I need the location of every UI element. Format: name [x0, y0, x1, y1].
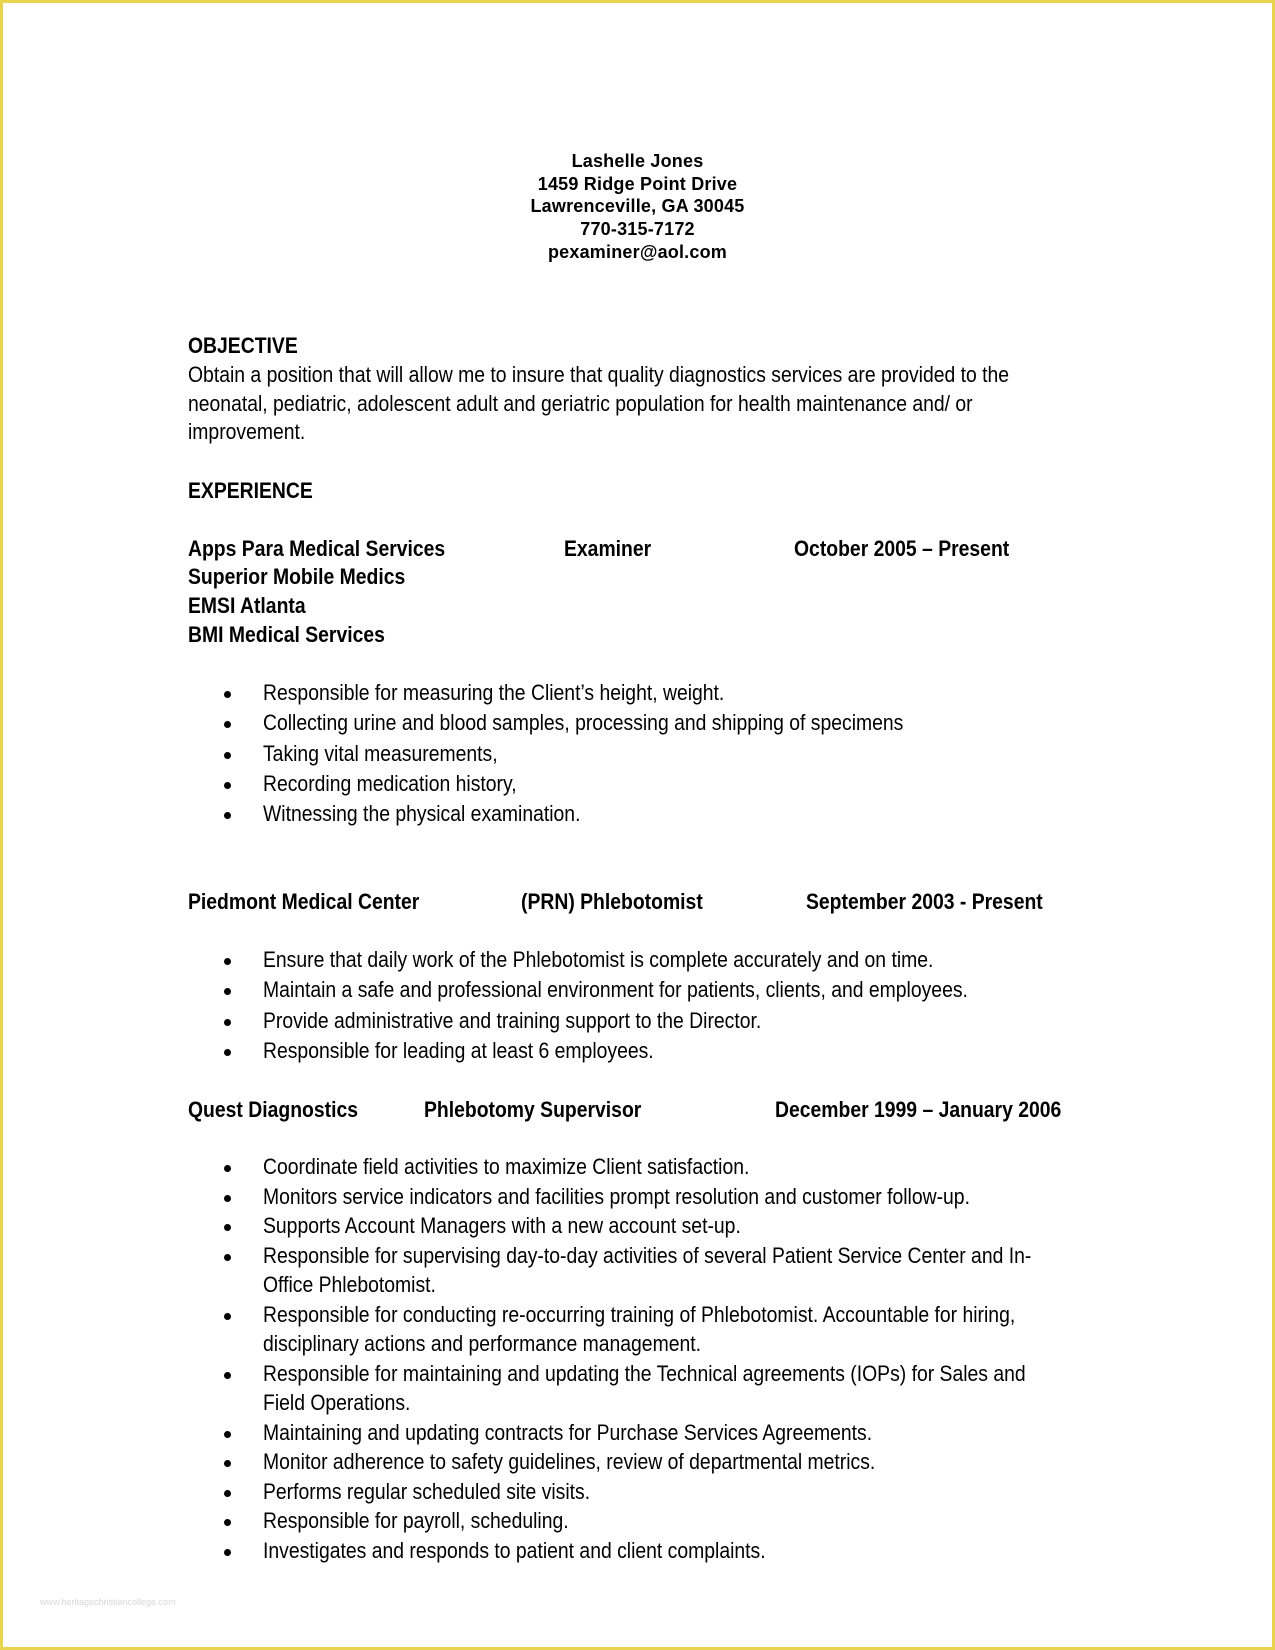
bullet-icon — [224, 1431, 231, 1438]
contact-name: Lashelle Jones — [571, 151, 704, 171]
contact-email: pexaminer@aol.com — [547, 241, 727, 262]
job-title: (PRN) Phlebotomist — [521, 889, 703, 914]
job-duties-list — [188, 678, 991, 829]
list-item: Responsible for leading at least 6 employees. — [188, 1036, 1064, 1066]
job-duties-list — [188, 945, 1064, 1066]
bullet-icon — [224, 1195, 231, 1202]
job-dates: October 2005 – Present — [794, 536, 1010, 561]
job-other-employer: Superior Mobile Medics — [188, 564, 406, 589]
list-item: Collecting urine and blood samples, processing and shipping of specimens — [188, 708, 991, 738]
job-employer: Quest Diagnostics — [188, 1097, 358, 1122]
job-employer: Apps Para Medical Services — [188, 536, 446, 561]
bullet-icon — [224, 782, 231, 789]
contact-city: Lawrenceville, GA 30045 — [530, 196, 745, 217]
list-item: Maintain a safe and professional environment for patients, clients, and employees. — [188, 975, 1064, 1005]
list-item: Responsible for measuring the Client’s height, weight. — [188, 678, 991, 708]
list-item: Maintaining and updating contracts for Purchase Services Agreements. — [188, 1418, 1136, 1448]
job-dates: September 2003 - Present — [806, 889, 1043, 914]
bullet-icon — [224, 1049, 231, 1056]
list-item: Supports Account Managers with a new account set-up. — [188, 1211, 1136, 1241]
list-item: Responsible for payroll, scheduling. — [188, 1506, 1136, 1536]
bullet-icon — [224, 1019, 231, 1026]
job-other-employer: BMI Medical Services — [188, 622, 385, 647]
bullet-icon — [224, 1460, 231, 1467]
job-other-employer: EMSI Atlanta — [188, 593, 306, 618]
list-item: Investigates and responds to patient and client complaints. — [188, 1536, 1136, 1566]
list-item: Responsible for supervising day-to-day activities of several Patient Service Center and In- Office Phlebotomist. — [188, 1241, 1136, 1300]
bullet-icon — [224, 812, 231, 819]
list-item: Witnessing the physical examination. — [188, 799, 991, 829]
bullet-icon — [224, 1519, 231, 1526]
bullet-icon — [224, 988, 231, 995]
objective-heading: OBJECTIVE — [188, 333, 298, 358]
bullet-icon — [224, 691, 231, 698]
job-title: Phlebotomy Supervisor — [424, 1097, 642, 1122]
list-item: Coordinate field activities to maximize Client satisfaction. — [188, 1152, 1136, 1182]
list-item: Performs regular scheduled site visits. — [188, 1477, 1136, 1507]
objective-line: Obtain a position that will allow me to insure that quality diagnostics services are provided to the — [188, 362, 1010, 387]
list-item: Recording medication history, — [188, 769, 991, 799]
objective-line: improvement. — [188, 419, 306, 444]
job-dates: December 1999 – January 2006 — [775, 1097, 1062, 1122]
list-item: Responsible for maintaining and updating the Technical agreements (IOPs) for Sales and Field Operations. — [188, 1359, 1136, 1418]
bullet-icon — [224, 721, 231, 728]
job-employer: Piedmont Medical Center — [188, 889, 420, 914]
contact-header — [0, 150, 1275, 264]
list-item: Monitors service indicators and facilities prompt resolution and customer follow-up. — [188, 1182, 1136, 1212]
objective-text — [188, 361, 1033, 447]
bullet-icon — [224, 1165, 231, 1172]
bullet-icon — [224, 1254, 231, 1261]
list-item: Taking vital measurements, — [188, 739, 991, 769]
objective-line: neonatal, pediatric, adolescent adult and geriatric population for health maintenance and/ or — [188, 390, 973, 416]
bullet-icon — [224, 1372, 231, 1379]
contact-street: 1459 Ridge Point Drive — [537, 173, 738, 194]
bullet-icon — [224, 1490, 231, 1497]
bullet-icon — [224, 1549, 231, 1556]
job-title: Examiner — [564, 536, 652, 561]
list-item: Responsible for conducting re-occurring training of Phlebotomist. Accountable for hiring, disciplinary actions and performance management. — [188, 1300, 1136, 1359]
contact-phone: 770-315-7172 — [580, 219, 695, 240]
experience-heading: EXPERIENCE — [188, 478, 313, 503]
watermark: www.heritagechristiancollege.com — [40, 1597, 176, 1607]
bullet-icon — [224, 958, 231, 965]
list-item: Ensure that daily work of the Phlebotomist is complete accurately and on time. — [188, 945, 1064, 975]
bullet-icon — [224, 752, 231, 759]
list-item: Provide administrative and training support to the Director. — [188, 1006, 1064, 1036]
job-duties-list — [188, 1152, 1136, 1565]
bullet-icon — [224, 1224, 231, 1231]
list-item: Monitor adherence to safety guidelines, review of departmental metrics. — [188, 1447, 1136, 1477]
bullet-icon — [224, 1313, 231, 1320]
